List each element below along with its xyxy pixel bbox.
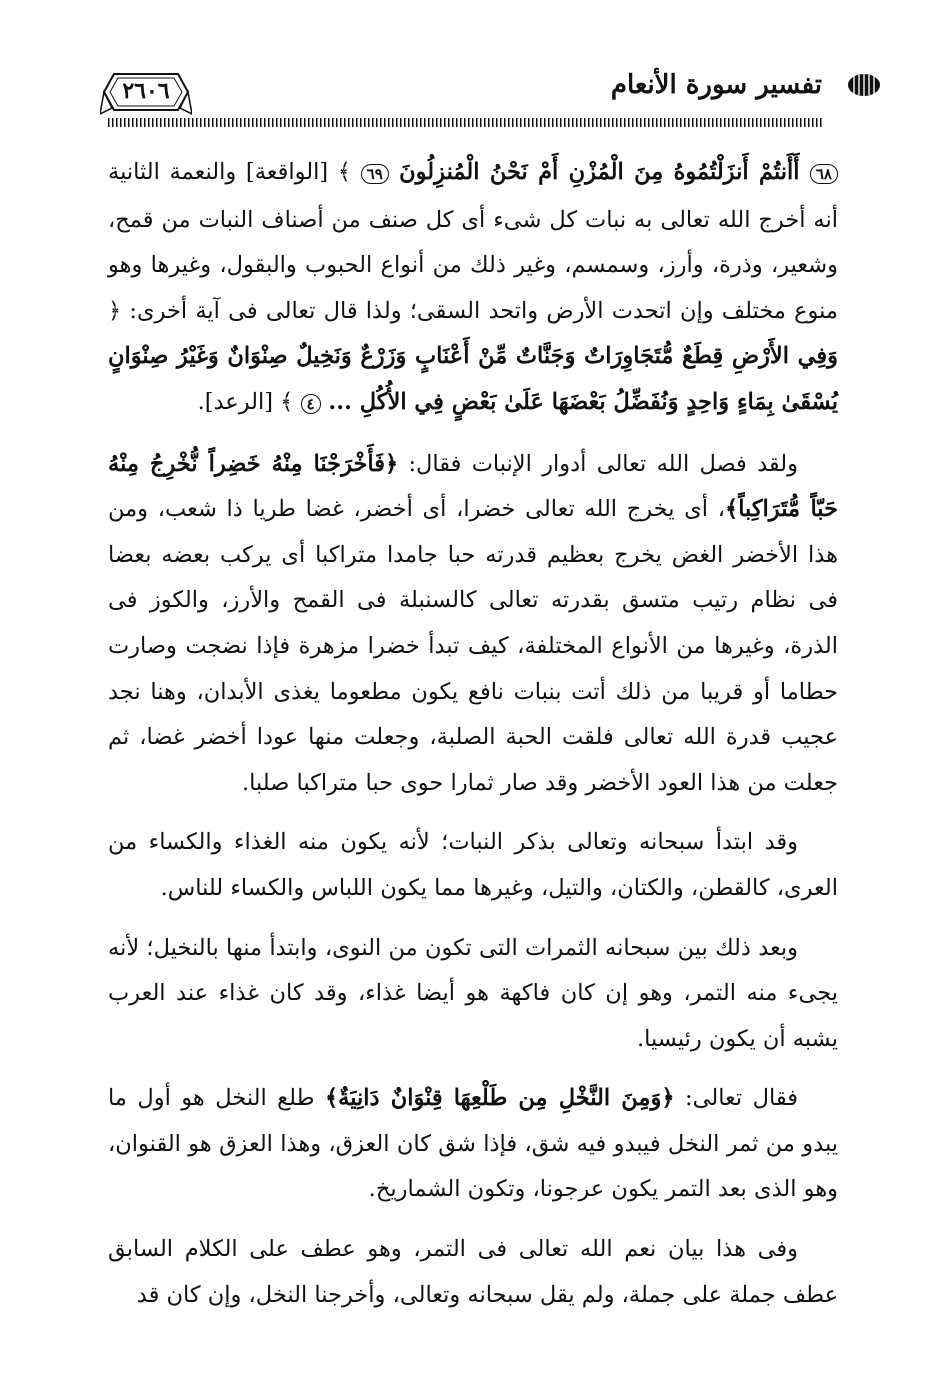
paragraph [108,926,838,1063]
paragraph [108,442,838,807]
quran-verse: ﴿فَأَخْرَجْنَا مِنْهُ خَضِراً نُّخْرِجُ مِنْهُ حَبّاً مُّتَرَاكِباً﴾ [108,450,839,523]
body-text: ولقد فصل الله تعالى أدوار الإنبات فقال: [398,450,798,477]
quran-verse: ﴿وَمِنَ النَّخْلِ مِن طَلْعِهَا قِنْوَانٌ دَانِيَةٌ﴾ [324,1085,675,1112]
body-text: ﴾ [الواقعة] والنعمة الثانية أنه أخرج الله تعالى به نبات كل شىء أى كل صنف من أصناف النبات من قمح، وشعير، وذرة، وأرز، وسمسم، وغير ذلك من أنواع الحبوب والبقول، وغيرها وهو منوع مختلف وإن اتحدت الأرض واتحد السقى؛ ولذا قال تعالى فى آية أخرى: ﴿ [108,159,838,324]
body-text: طلع النخل هو أول ما يبدو من ثمر النخل فيبدو فيه شق، فإذا شق كان العزق، وهذا العزق هو القنوان، وهو الذى بعد التمر يكون عرجونا، وتكون الشماريخ. [108,1085,838,1203]
body-text: ، أى يخرج الله تعالى خضرا، أى أخضر، غضا طريا ذا شعب، ومن هذا الأخضر الغض يخرج بعظيم قدرته حبا جامدا متراكبا أى يركب بعضه بعضا فى نظام رتيب متسق بقدرته تعالى كالسنبلة فى القمح والأرز، والكوز فى الذرة، وغيرها من الأنواع المختلفة، كيف تبدأ خضرا مزهرة فإذا نضجت وصارت حطاما أو قريبا من ذلك أتت بنبات نافع يكون مطعوما يغذى الأبدان، وهنا نجد عجيب قدرة الله تعالى فلقت الحبة الصلبة، وجعلت منها عودا أخضر غضا، ثم جعلت من هذا العود الأخضر وقد صار ثمارا حوى حبا متراكبا صلبا. [108,496,838,796]
ayah-number: ٤ [301,394,321,414]
quran-verse: وَفِي الأَرْضِ قِطَعٌ مُّتَجَاوِرَاتٌ وَجَنَّاتٌ مِّنْ أَعْنَابٍ وَزَرْعٌ وَنَخِيلٌ صِنْوَانٌ وَغَيْرُ صِنْوَانٍ يُسْقَىٰ بِمَاءٍ وَاحِدٍ وَنُفَضِّلُ بَعْضَهَا عَلَىٰ بَعْضٍ فِي الأُكُلِ ... [108,343,838,415]
body-text: وقد ابتدأ سبحانه وتعالى بذكر النبات؛ لأنه يكون منه الغذاء والكساء من العرى، كالقطن، والكتان، والتيل، وغيرها مما يكون اللباس والكساء للناس. [108,829,838,901]
paragraph [108,1076,838,1213]
page-number-badge [100,68,192,116]
paragraph [108,150,838,428]
page-body [108,150,838,1332]
page-number: ٢٦٠٦ [122,78,170,104]
body-text: ﴾ [الرعد]. [197,388,301,415]
header-rule [108,118,822,127]
page-header [0,0,930,135]
body-text: وفى هذا بيان نعم الله تعالى فى التمر، وهو عطف على الكلام السابق عطف جملة على جملة، ولم يقل سبحانه وتعالى، وأخرجنا النخل، وإن كان قد [108,1236,838,1308]
body-text: وبعد ذلك بين سبحانه الثمرات التى تكون من النوى، وابتدأ منها بالنخيل؛ لأنه يجىء منه التمر، وهو إن كان فاكهة هو أيضا غذاء، وقد كان غذاء عند العرب يشبه أن يكون رئيسيا. [108,934,838,1052]
paragraph [108,820,838,911]
ornament-icon [846,72,882,98]
quran-verse: أَأَنتُمْ أَنزَلْتُمُوهُ مِنَ الْمُزْنِ أَمْ نَحْنُ الْمُنزِلُونَ [388,159,810,185]
running-title: تفسير سورة الأنعام [610,70,822,100]
ayah-number: ٦٩ [361,164,389,184]
body-text: فقال تعالى: [674,1085,798,1112]
paragraph [108,1227,838,1318]
ayah-number: ٦٨ [810,164,838,184]
